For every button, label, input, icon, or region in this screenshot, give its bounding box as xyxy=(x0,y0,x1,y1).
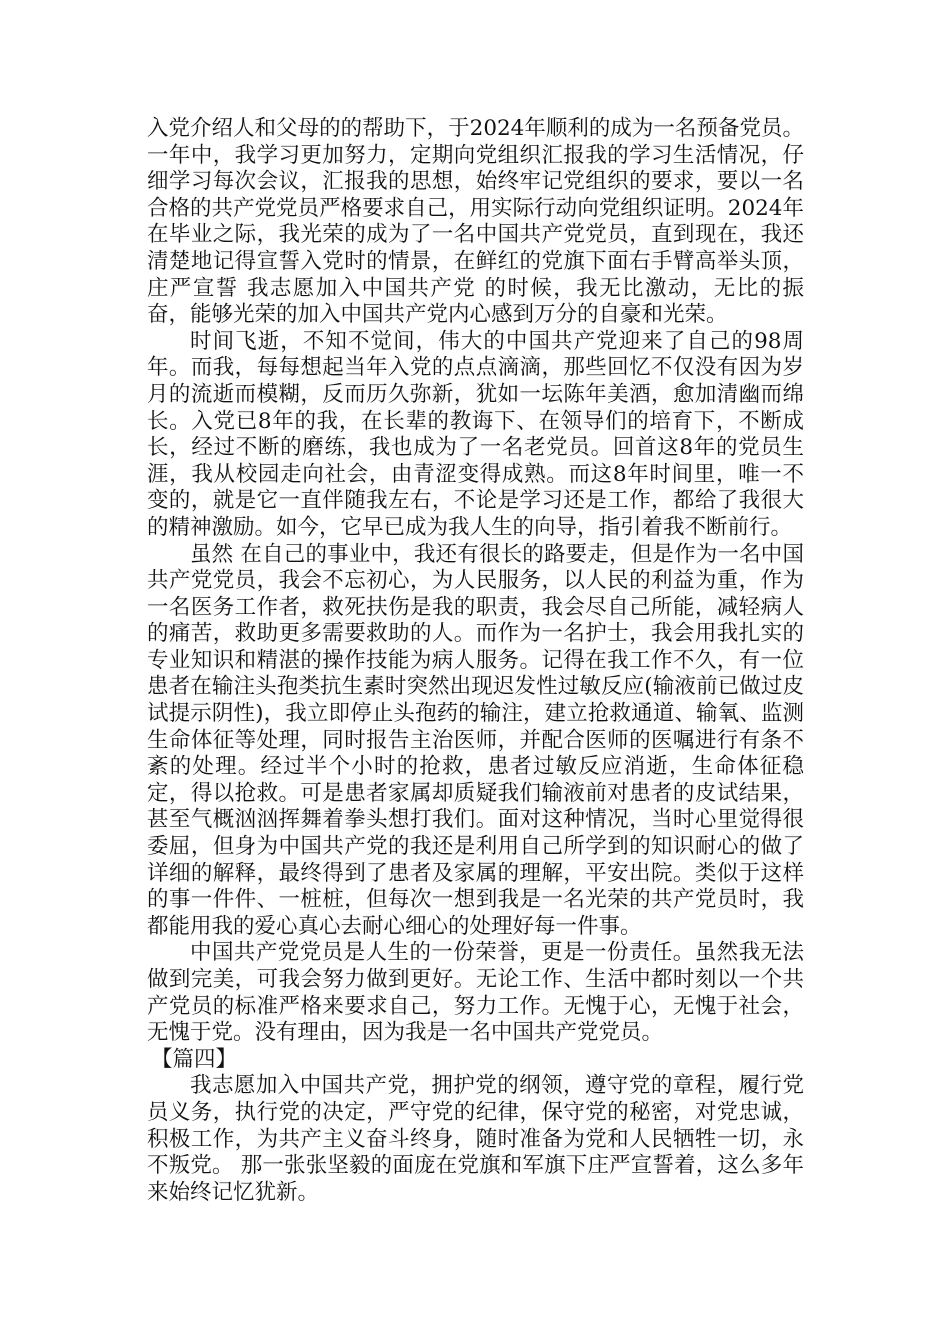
paragraph-honor-responsibility: 中国共产党党员是人生的一份荣誉，更是一份责任。虽然我无法做到完美，可我会努力做到更好。无论工作、生活中都时刻以一个共产党员的标准严格来要求自己，努力工作。无愧于心，无愧于社会，无愧于党。没有理由，因为我是一名中国共产党党员。 xyxy=(147,940,804,1046)
document-body xyxy=(147,116,804,1206)
paragraph-nursing-duty: 虽然 在自己的事业中，我还有很长的路要走，但是作为一名中国共产党党员，我会不忘初心，为人民服务，以人民的利益为重，作为一名医务工作者，救死扶伤是我的职责，我会尽自己所能，减轻病人的痛苦，救助更多需要救助的人。而作为一名护士，我会用我扎实的专业知识和精湛的操作技能为病人服务。记得在我工作不久，有一位患者在输注头孢类抗生素时突然出现迟发性过敏反应(输液前已做过皮试提示阴性)，我立即停止头孢药的输注，建立抢救通道、输氧、监测生命体征等处理，同时报告主治医师，并配合医师的医嘱进行有条不紊的处理。经过半个小时的抢救，患者过敏反应消逝，生命体征稳定，得以抢救。可是患者家属却质疑我们输液前对患者的皮试结果，甚至气概汹汹挥舞着拳头想打我们。面对这种情况，当时心里觉得很委屈，但身为中国共产党的我还是利用自己所学到的知识耐心的做了详细的解释，最终得到了患者及家属的理解，平安出院。类似于这样的事一件件、一桩桩，但每次一想到我是一名光荣的共产党员时，我都能用我的爱心真心去耐心细心的处理好每一件事。 xyxy=(147,541,804,939)
paragraph-party-anniversary: 时间飞逝，不知不觉间，伟大的中国共产党迎来了自己的98周年。而我，每每想起当年入党的点点滴滴，那些回忆不仅没有因为岁月的流逝而模糊，反而历久弥新，犹如一坛陈年美酒，愈加清幽而绵长。入党已8年的我，在长辈的教诲下、在领导们的培育下，不断成长，经过不断的磨练，我也成为了一名老党员。回首这8年的党员生涯，我从校园走向社会，由青涩变得成熟。而这8年时间里，唯一不变的，就是它一直伴随我左右，不论是学习还是工作，都给了我很大的精神激励。如今，它早已成为我人生的向导，指引着我不断前行。 xyxy=(147,328,804,540)
section-heading: 【篇四】 xyxy=(151,1046,238,1072)
paragraph-oath: 我志愿加入中国共产党，拥护党的纲领，遵守党的章程，履行党员义务，执行党的决定，严守党的纪律，保守党的秘密，对党忠诚，积极工作，为共产主义奋斗终身，随时准备为党和人民牺牲一切，永不叛党。 那一张张坚毅的面庞在党旗和军旗下庄严宣誓着，这么多年来始终记忆犹新。 xyxy=(147,1073,804,1205)
paragraph-continuation: 入党介绍人和父母的的帮助下，于2024年顺利的成为一名预备党员。一年中，我学习更加努力，定期向党组织汇报我的学习生活情况，仔细学习每次会议，汇报我的思想，始终牢记党组织的要求，要以一名合格的共产党党员严格要求自己，用实际行动向党组织证明。2024年在毕业之际，我光荣的成为了一名中国共产党党员，直到现在，我还清楚地记得宣誓入党时的情景，在鲜红的党旗下面右手臂高举头顶，庄严宣誓 我志愿加入中国共产党 的时候，我无比激动，无比的振奋，能够光荣的加入中国共产党内心感到万分的自豪和光荣。 xyxy=(147,116,804,328)
